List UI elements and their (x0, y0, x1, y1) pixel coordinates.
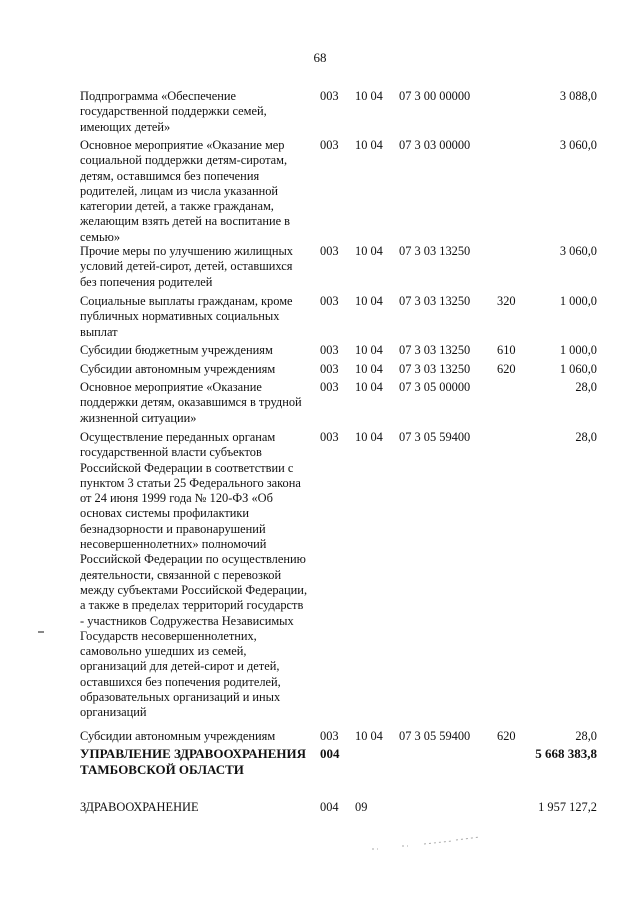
row-section: 10 04 (355, 430, 383, 444)
page-number: 68 (313, 50, 327, 65)
row-section: 10 04 (355, 343, 383, 357)
row-expense-type: 610 (497, 343, 516, 357)
row-grbs: 003 (320, 380, 339, 394)
row-name: Подпрограмма «Обеспечение государственной поддержки семей, имеющих детей» (80, 89, 267, 134)
row-name: ЗДРАВООХРАНЕНИЕ (80, 800, 199, 814)
row-section: 10 04 (355, 380, 383, 394)
row-sum: 3 088,0 (559, 89, 597, 103)
row-sum: 28,0 (575, 729, 597, 743)
row-name: Субсидии автономным учреждениям (80, 362, 276, 376)
row-sum: 1 000,0 (559, 343, 597, 357)
row-target: 07 3 05 59400 (399, 430, 471, 444)
row-target: 07 3 03 13250 (399, 343, 471, 357)
scan-artifact (38, 631, 44, 633)
row-name: Субсидии бюджетным учреждениям (80, 343, 273, 357)
row-expense-type: 620 (497, 729, 516, 743)
row-sum: 3 060,0 (559, 138, 597, 152)
row-grbs: 004 (320, 746, 340, 761)
row-target: 07 3 03 13250 (399, 294, 471, 308)
row-section: 10 04 (355, 294, 383, 308)
row-sum: 28,0 (575, 380, 597, 394)
row-section: 10 04 (355, 729, 383, 743)
row-sum: 5 668 383,8 (535, 746, 597, 761)
row-grbs: 003 (320, 430, 339, 444)
row-section: 10 04 (355, 89, 383, 103)
row-target: 07 3 03 13250 (399, 244, 471, 258)
row-grbs: 003 (320, 343, 339, 357)
row-grbs: 003 (320, 294, 339, 308)
row-sum: 28,0 (575, 430, 597, 444)
row-section: 09 (355, 800, 368, 814)
row-expense-type: 620 (497, 362, 516, 376)
row-grbs: 003 (320, 89, 339, 103)
row-sum: 3 060,0 (559, 244, 597, 258)
row-name: Прочие меры по улучшению жилищных условий детей-сирот, детей, оставшихся без попечения родителей (80, 244, 293, 289)
row-name: Осуществление переданных органам государственной власти субъектов Российской Федерации в соответствии с пунктом 3 статьи 25 Федерального закона от 24 июня 1999 года № 120-ФЗ «Об основах системы профилактики безнадзорности и правонарушений несовершеннолетних» полномочий Российской Федерации по осуществлению деятельности, связанной с перевозкой между субъектами Российской Федерации, а также в пределах территорий государств - участников Содружества Независимых Государств несовершеннолетних, самовольно ушедших из семей, организаций для детей-сирот и детей, оставшихся без попечения родителей, образовательных организаций и иных организаций (80, 430, 308, 720)
row-sum: 1 000,0 (559, 294, 597, 308)
row-target: 07 3 00 00000 (399, 89, 471, 103)
row-sum: 1 957 127,2 (538, 800, 597, 814)
row-name: Субсидии автономным учреждениям (80, 729, 276, 743)
row-grbs: 003 (320, 138, 339, 152)
row-name: Основное мероприятие «Оказание мер социальной поддержки детям-сиротам, детям, оставшимся без попечения родителей, лицам из числа указанной категории детей, а также гражданам, желающим взять детей на воспитание в семью» (80, 138, 291, 244)
row-target: 07 3 05 59400 (399, 729, 471, 743)
row-grbs: 003 (320, 729, 339, 743)
row-section: 10 04 (355, 244, 383, 258)
row-target: 07 3 05 00000 (399, 380, 471, 394)
row-section: 10 04 (355, 138, 383, 152)
row-sum: 1 060,0 (559, 362, 597, 376)
row-section: 10 04 (355, 362, 383, 376)
row-name: Основное мероприятие «Оказание поддержки детям, оказавшимся в трудной жизненной ситуации» (80, 380, 302, 425)
row-name: УПРАВЛЕНИЕ ЗДРАВООХРАНЕНИЯ ТАМБОВСКОЙ ОБЛАСТИ (80, 746, 307, 777)
scan-artifact-marks (372, 834, 482, 854)
row-expense-type: 320 (497, 294, 516, 308)
row-grbs: 004 (320, 800, 339, 814)
row-name: Социальные выплаты гражданам, кроме публичных нормативных социальных выплат (80, 294, 293, 339)
row-target: 07 3 03 13250 (399, 362, 471, 376)
row-grbs: 003 (320, 362, 339, 376)
row-target: 07 3 03 00000 (399, 138, 471, 152)
row-grbs: 003 (320, 244, 339, 258)
